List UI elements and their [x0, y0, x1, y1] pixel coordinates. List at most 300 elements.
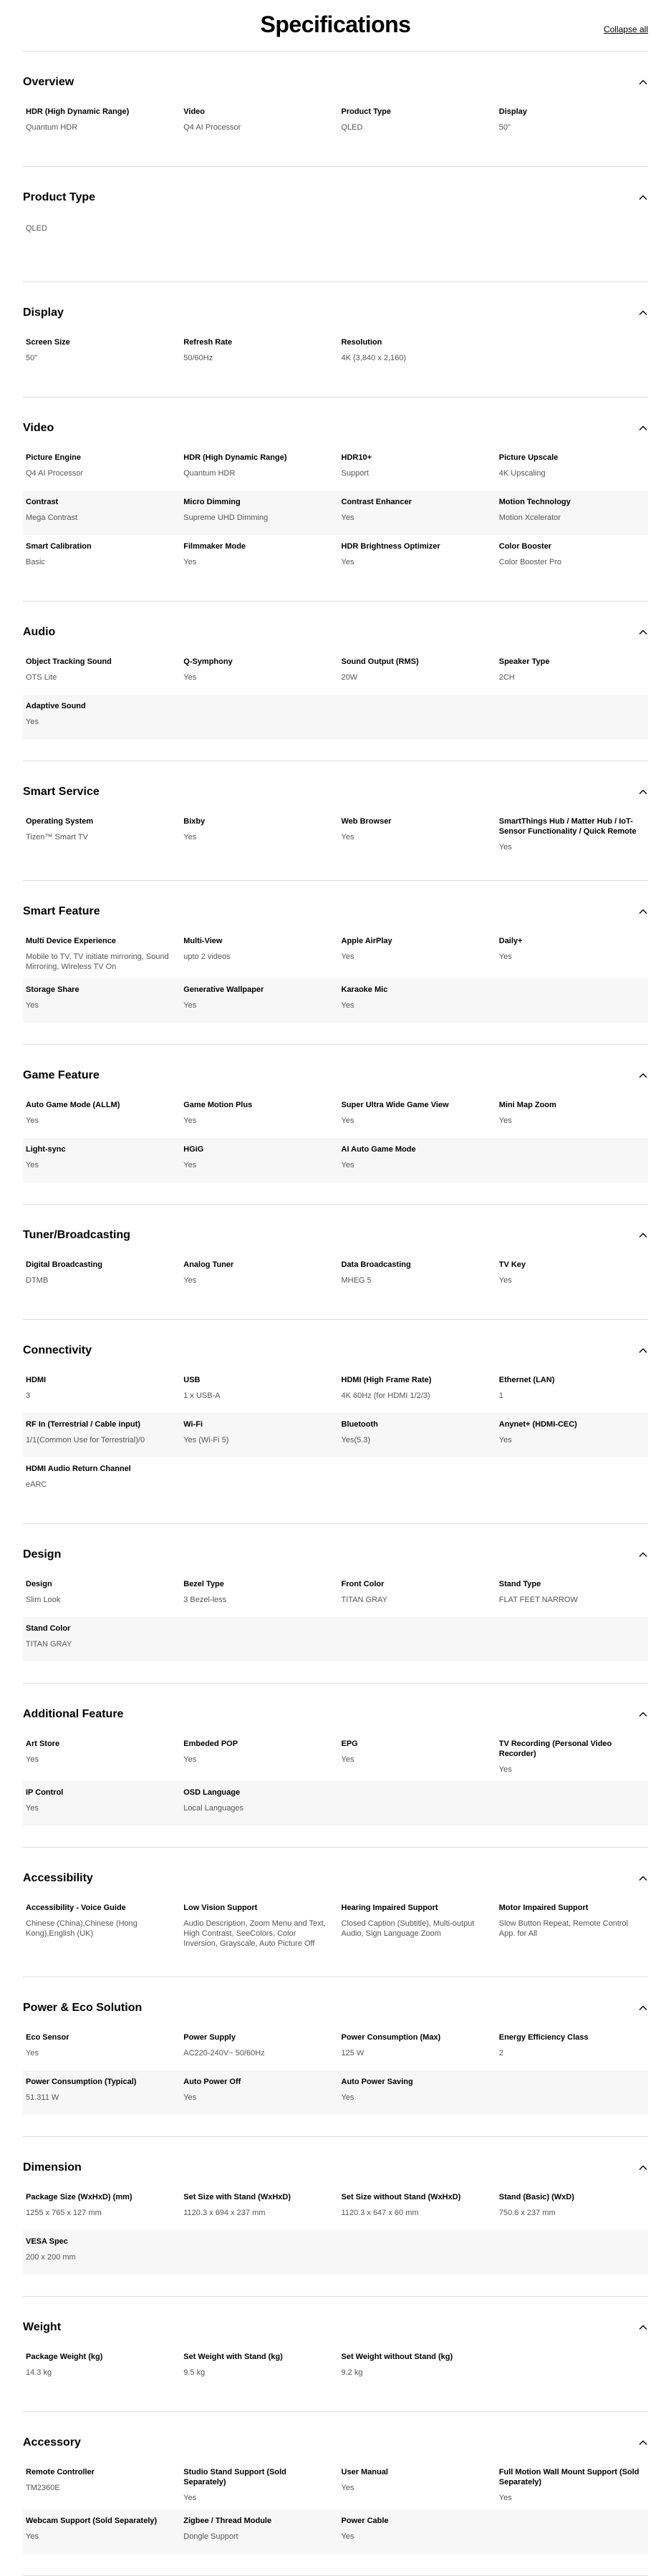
spec-item	[183, 2077, 329, 2108]
spec-label: Webcam Support (Sold Separately)	[26, 2517, 158, 2525]
section-smart-service	[23, 774, 648, 881]
section-header[interactable]	[23, 614, 648, 650]
spec-item	[183, 1788, 329, 1819]
section-header[interactable]	[23, 2150, 648, 2186]
spec-label: Design	[26, 1580, 52, 1588]
section-header[interactable]	[23, 2310, 648, 2345]
section-header[interactable]	[23, 64, 648, 100]
spec-label: Apple AirPlay	[341, 937, 392, 945]
spec-label: User Manual	[341, 2468, 388, 2476]
spec-value: 750.6 x 237 mm	[498, 2209, 556, 2217]
chevron-up-icon[interactable]	[638, 193, 648, 203]
spec-item	[26, 2516, 172, 2547]
spec-item	[499, 1260, 645, 1291]
spec-item	[183, 2516, 329, 2547]
spec-item	[183, 1903, 329, 1949]
section-header[interactable]	[23, 1217, 648, 1253]
spec-label: Full Motion Wall Mount Support (Sold Separately)	[498, 2468, 639, 2486]
spec-value: 4K 60Hz (for HDMI 1/2/3)	[341, 1391, 430, 1400]
spec-label: Set Weight without Stand (kg)	[341, 2353, 453, 2361]
spec-label: TV Key	[498, 1260, 526, 1269]
spec-value: 2	[498, 2049, 503, 2058]
spec-value: Closed Caption (Subtitle), Multi-output Audio, Sign Language Zoom	[341, 1919, 475, 1938]
spec-value: Quantum HDR	[183, 469, 236, 478]
spec-value: DTMB	[26, 1276, 49, 1285]
spec-item	[342, 816, 488, 852]
spec-item	[342, 2352, 488, 2383]
section-power-eco-solution	[23, 1990, 648, 2137]
section-header[interactable]	[23, 1537, 648, 1573]
spec-label: Stand Color	[26, 1624, 71, 1633]
spec-row	[23, 650, 648, 695]
spec-value: Yes	[341, 558, 354, 566]
chevron-up-icon[interactable]	[638, 77, 648, 87]
spec-value: 3	[26, 1391, 31, 1400]
section-title: Smart Feature	[23, 905, 100, 917]
spec-item	[499, 2467, 645, 2503]
spec-label: Karaoke Mic	[341, 985, 388, 994]
spec-value: 1255 x 765 x 127 mm	[26, 2209, 102, 2217]
spec-value: Yes	[341, 1161, 354, 1169]
chevron-up-icon[interactable]	[638, 1230, 648, 1240]
spec-label: HDMI	[26, 1376, 47, 1384]
spec-item	[183, 541, 329, 573]
spec-label: Bluetooth	[341, 1420, 378, 1429]
spec-value: Mobile to TV, TV initiate mirroring, Sound Mirroring, Wireless TV On	[26, 952, 169, 971]
spec-value: 1120.3 x 694 x 237 mm	[183, 2209, 266, 2217]
spec-label: Power Consumption (Max)	[341, 2033, 441, 2042]
section-header[interactable]	[23, 2425, 648, 2461]
spec-value: TITAN GRAY	[26, 1640, 72, 1649]
spec-item	[342, 2192, 488, 2224]
spec-row	[23, 1781, 648, 1825]
chevron-up-icon[interactable]	[638, 1550, 648, 1560]
section-title: Power & Eco Solution	[23, 2002, 143, 2014]
spec-item	[183, 107, 329, 138]
spec-row	[23, 535, 648, 579]
chevron-up-icon[interactable]	[638, 1071, 648, 1081]
spec-label: Product Type	[341, 107, 391, 116]
spec-value: QLED	[341, 123, 363, 132]
spec-value: Yes	[341, 513, 354, 522]
spec-row	[23, 1253, 648, 1298]
spec-value: 9.5 kg	[183, 2368, 206, 2377]
spec-item	[183, 1419, 329, 1451]
spec-value: AC220-240V~ 50/60Hz	[183, 2049, 265, 2058]
spec-row	[23, 1369, 648, 1413]
spec-item	[342, 453, 488, 484]
section-title: Weight	[23, 2321, 62, 2333]
spec-label: Resolution	[341, 338, 382, 347]
spec-value: 4K (3,840 x 2,160)	[341, 354, 407, 362]
spec-label: Eco Sensor	[26, 2033, 69, 2042]
spec-value: Yes	[498, 1765, 512, 1774]
spec-value: Yes	[498, 952, 512, 961]
section-header[interactable]	[23, 410, 648, 446]
spec-label: Color Booster	[498, 542, 552, 551]
spec-label: Digital Broadcasting	[26, 1260, 102, 1269]
spec-item	[26, 2032, 172, 2064]
spec-value: Supreme UHD Dimming	[183, 513, 269, 522]
chevron-up-icon[interactable]	[638, 787, 648, 797]
chevron-up-icon[interactable]	[638, 1873, 648, 1883]
section-design	[23, 1537, 648, 1684]
spec-label: Multi Device Experience	[26, 937, 116, 945]
spec-value: Yes	[26, 1116, 39, 1125]
spec-label: Power Cable	[341, 2517, 389, 2525]
spec-item	[499, 1419, 645, 1451]
section-dimension	[23, 2150, 648, 2297]
spec-row	[23, 216, 648, 260]
spec-label: Embeded POP	[183, 1740, 238, 1748]
spec-item	[26, 1579, 172, 1611]
spec-value: Yes	[26, 1161, 39, 1169]
spec-item	[183, 1739, 329, 1775]
spec-row	[23, 2070, 648, 2115]
spec-row	[23, 2509, 648, 2554]
spec-value: 20W	[341, 673, 358, 682]
spec-item	[26, 1788, 172, 1819]
section-product-type	[23, 180, 648, 282]
section-header[interactable]	[23, 1990, 648, 2026]
spec-item	[26, 1100, 172, 1132]
spec-value: OTS Lite	[26, 673, 57, 682]
spec-row	[23, 1573, 648, 1617]
spec-item	[342, 936, 488, 972]
spec-label: OSD Language	[183, 1788, 241, 1797]
spec-item	[26, 337, 172, 369]
spec-label: Power Consumption (Typical)	[26, 2078, 137, 2086]
section-accessibility	[23, 1861, 648, 1977]
spec-value: Yes	[183, 833, 197, 841]
section-title: Game Feature	[23, 1069, 100, 1081]
spec-value: Yes	[26, 718, 39, 726]
spec-value: FLAT FEET NARROW	[498, 1596, 578, 1604]
spec-value: Yes	[26, 2049, 39, 2058]
chevron-up-icon[interactable]	[638, 2322, 648, 2333]
spec-value: Quantum HDR	[26, 123, 78, 132]
spec-label: Set Weight with Stand (kg)	[183, 2353, 283, 2361]
spec-label: Analog Tuner	[183, 1260, 234, 1269]
spec-item	[183, 2032, 329, 2064]
spec-label: Picture Engine	[26, 453, 82, 462]
spec-item	[342, 2077, 488, 2108]
section-game-feature	[23, 1058, 648, 1205]
chevron-up-icon[interactable]	[638, 423, 648, 433]
spec-label: TV Recording (Personal Video Recorder)	[498, 1740, 612, 1758]
spec-label: Sound Output (RMS)	[341, 657, 419, 666]
spec-row	[23, 1138, 648, 1182]
spec-item	[499, 453, 645, 484]
spec-value: Yes	[341, 1755, 354, 1764]
spec-item	[499, 936, 645, 972]
spec-value: Yes	[183, 673, 197, 682]
spec-item	[183, 337, 329, 369]
chevron-up-icon[interactable]	[638, 1346, 648, 1356]
section-title: Accessory	[23, 2436, 81, 2449]
spec-label: Display	[498, 107, 527, 116]
spec-row	[23, 1457, 648, 1502]
spec-value: QLED	[26, 224, 47, 233]
spec-item	[342, 1260, 488, 1291]
spec-value: eARC	[26, 1480, 47, 1489]
spec-value: Yes(5.3)	[341, 1436, 371, 1444]
spec-label: HDMI Audio Return Channel	[26, 1465, 131, 1473]
spec-value: Q4 AI Processor	[183, 123, 241, 132]
spec-item	[26, 985, 172, 1016]
section-header[interactable]	[23, 1333, 648, 1369]
section-header[interactable]	[23, 1058, 648, 1094]
spec-value: Yes	[498, 1116, 512, 1125]
section-display	[23, 295, 648, 397]
spec-item	[26, 1624, 172, 1655]
spec-value: TITAN GRAY	[341, 1596, 387, 1604]
section-header[interactable]	[23, 1861, 648, 1896]
chevron-up-icon[interactable]	[638, 1709, 648, 1719]
spec-label: Package Size (WxHxD) (mm)	[26, 2193, 132, 2201]
spec-value: 51.311 W	[26, 2093, 59, 2102]
spec-label: Remote Controller	[26, 2468, 95, 2476]
section-title: Connectivity	[23, 1344, 92, 1356]
spec-item	[26, 222, 172, 254]
spec-item	[342, 1739, 488, 1775]
spec-label: Mini Map Zoom	[498, 1101, 556, 1109]
spec-item	[26, 936, 172, 972]
spec-item	[342, 2467, 488, 2503]
section-header[interactable]	[23, 774, 648, 810]
spec-label: Generative Wallpaper	[183, 985, 264, 994]
section-header[interactable]	[23, 1697, 648, 1732]
spec-item	[499, 497, 645, 529]
spec-value: 4K Upscaling	[498, 469, 546, 478]
spec-label: Picture Upscale	[498, 453, 559, 462]
spec-item	[342, 337, 488, 369]
spec-label: Object Tracking Sound	[26, 657, 112, 666]
spec-item	[499, 107, 645, 138]
spec-item	[183, 2192, 329, 2224]
section-accessory	[23, 2425, 648, 2576]
spec-item	[26, 657, 172, 688]
spec-label: Screen Size	[26, 338, 70, 347]
spec-value: Color Booster Pro	[498, 558, 562, 566]
spec-row	[23, 1413, 648, 1457]
spec-item	[342, 1144, 488, 1176]
spec-value: upto 2 videos	[183, 952, 231, 961]
spec-label: Refresh Rate	[183, 338, 233, 347]
spec-label: Smart Calibration	[26, 542, 92, 551]
spec-value: Yes	[341, 2484, 354, 2492]
spec-item	[183, 1375, 329, 1407]
spec-label: Data Broadcasting	[341, 1260, 411, 1269]
section-weight	[23, 2310, 648, 2412]
spec-label: Contrast	[26, 498, 59, 506]
spec-item	[26, 1419, 172, 1451]
section-smart-feature	[23, 894, 648, 1045]
spec-row	[23, 1732, 648, 1781]
spec-item	[26, 2192, 172, 2224]
spec-label: Stand Type	[498, 1580, 541, 1588]
spec-item	[342, 657, 488, 688]
spec-value: TM2360E	[26, 2484, 60, 2492]
spec-value: Yes	[183, 2494, 197, 2502]
spec-item	[499, 2032, 645, 2064]
spec-value: Yes	[183, 558, 197, 566]
spec-row	[23, 1896, 648, 1955]
spec-item	[183, 657, 329, 688]
spec-item	[499, 1739, 645, 1775]
spec-item	[26, 1739, 172, 1775]
spec-item	[183, 1100, 329, 1132]
spec-label: Bixby	[183, 817, 206, 826]
spec-item	[342, 541, 488, 573]
spec-label: Studio Stand Support (Sold Separately)	[183, 2468, 286, 2486]
section-title: Dimension	[23, 2161, 82, 2174]
spec-label: Contrast Enhancer	[341, 498, 412, 506]
section-overview	[23, 64, 648, 167]
spec-item	[183, 1579, 329, 1611]
spec-row	[23, 810, 648, 859]
section-header[interactable]	[23, 180, 648, 216]
spec-value: Yes	[183, 1276, 197, 1285]
spec-label: HDR (High Dynamic Range)	[183, 453, 287, 462]
spec-row	[23, 695, 648, 739]
spec-label: Set Size without Stand (WxHxD)	[341, 2193, 461, 2201]
spec-value: 9.2 kg	[341, 2368, 363, 2377]
spec-item	[183, 1260, 329, 1291]
spec-value: Yes	[183, 2093, 197, 2102]
spec-item	[342, 1903, 488, 1949]
spec-item	[26, 107, 172, 138]
spec-item	[26, 2077, 172, 2108]
spec-item	[26, 541, 172, 573]
spec-row	[23, 930, 648, 978]
spec-label: Stand (Basic) (WxD)	[498, 2193, 574, 2201]
spec-label: Package Weight (kg)	[26, 2353, 103, 2361]
spec-value: Q4 AI Processor	[26, 469, 84, 478]
spec-value: Yes	[183, 1161, 197, 1169]
section-title: Additional Feature	[23, 1708, 124, 1720]
spec-value: Yes	[341, 1116, 354, 1125]
spec-item	[342, 2032, 488, 2064]
spec-value: 1 x USB-A	[183, 1391, 221, 1400]
spec-item	[499, 541, 645, 573]
spec-sections	[23, 64, 648, 2576]
spec-label: Micro Dimming	[183, 498, 241, 506]
spec-label: EPG	[341, 1740, 358, 1748]
section-additional-feature	[23, 1697, 648, 1848]
spec-label: Energy Efficiency Class	[498, 2033, 589, 2042]
spec-item	[342, 1375, 488, 1407]
spec-item	[499, 1579, 645, 1611]
spec-value: Yes	[183, 1116, 197, 1125]
collapse-all-button[interactable]: Collapse all	[603, 24, 648, 34]
spec-value: Slow Button Repeat, Remote Control App. for All	[498, 1919, 629, 1938]
spec-item	[183, 453, 329, 484]
spec-value: Local Languages	[183, 1804, 244, 1813]
spec-item	[26, 2467, 172, 2503]
section-title: Audio	[23, 626, 56, 638]
spec-label: Storage Share	[26, 985, 79, 994]
spec-item	[342, 985, 488, 1016]
chevron-up-icon[interactable]	[638, 2003, 648, 2013]
section-header[interactable]	[23, 295, 648, 331]
spec-label: Ethernet (LAN)	[498, 1376, 555, 1384]
spec-item	[499, 1375, 645, 1407]
chevron-up-icon[interactable]	[638, 627, 648, 637]
spec-item	[499, 1100, 645, 1132]
chevron-up-icon[interactable]	[638, 907, 648, 917]
page-title: Specifications	[260, 11, 411, 37]
spec-label: HDR10+	[341, 453, 372, 462]
spec-item	[26, 2352, 172, 2383]
spec-value: Yes	[26, 2532, 39, 2541]
spec-label: Front Color	[341, 1580, 385, 1588]
section-title: Tuner/Broadcasting	[23, 1229, 130, 1241]
spec-value: 50"	[498, 123, 511, 132]
spec-item	[26, 1260, 172, 1291]
spec-value: 1	[498, 1391, 503, 1400]
spec-label: Light-sync	[26, 1145, 66, 1154]
spec-label: Zigbee / Thread Module	[183, 2517, 272, 2525]
chevron-up-icon[interactable]	[638, 2163, 648, 2173]
spec-row	[23, 2230, 648, 2274]
spec-value: Slim Look	[26, 1596, 61, 1604]
section-title: Accessibility	[23, 1872, 93, 1884]
spec-item	[342, 1100, 488, 1132]
chevron-up-icon[interactable]	[638, 2438, 648, 2448]
spec-value: Yes	[183, 1755, 197, 1764]
spec-label: Low Vision Support	[183, 1904, 258, 1912]
spec-row	[23, 1094, 648, 1138]
spec-item	[342, 107, 488, 138]
section-title: Overview	[23, 76, 74, 88]
spec-value: Support	[341, 469, 370, 478]
spec-label: HDR (High Dynamic Range)	[26, 107, 130, 116]
spec-label: Video	[183, 107, 206, 116]
spec-label: Anynet+ (HDMI-CEC)	[498, 1420, 577, 1429]
spec-item	[183, 1144, 329, 1176]
spec-label: Bezel Type	[183, 1580, 224, 1588]
spec-value: 1/1(Common Use for Terrestrial)/0	[26, 1436, 145, 1444]
section-title: Video	[23, 422, 54, 434]
spec-row	[23, 2345, 648, 2390]
spec-label: HGiG	[183, 1145, 204, 1154]
section-connectivity	[23, 1333, 648, 1524]
spec-value: Yes	[341, 1001, 354, 1010]
spec-value: Yes	[26, 1001, 39, 1010]
spec-label: VESA Spec	[26, 2237, 68, 2246]
spec-label: Auto Game Mode (ALLM)	[26, 1101, 120, 1109]
spec-item	[183, 816, 329, 852]
spec-item	[26, 1144, 172, 1176]
spec-value: Basic	[26, 558, 45, 566]
spec-label: Set Size with Stand (WxHxD)	[183, 2193, 291, 2201]
spec-label: Power Supply	[183, 2033, 236, 2042]
section-header[interactable]	[23, 894, 648, 930]
spec-value: 3 Bezel-less	[183, 1596, 227, 1604]
spec-label: SmartThings Hub / Matter Hub / IoT-Sensor Functionality / Quick Remote	[498, 817, 637, 836]
spec-item	[499, 657, 645, 688]
spec-item	[26, 816, 172, 852]
spec-value: 14.3 kg	[26, 2368, 52, 2377]
spec-label: Adaptive Sound	[26, 702, 86, 710]
spec-value: 1120.3 x 647 x 60 mm	[341, 2209, 419, 2217]
spec-item	[26, 1464, 172, 1495]
section-title: Product Type	[23, 191, 96, 203]
spec-item	[26, 2237, 172, 2268]
chevron-up-icon[interactable]	[638, 308, 648, 318]
spec-value: Yes	[498, 2494, 512, 2502]
